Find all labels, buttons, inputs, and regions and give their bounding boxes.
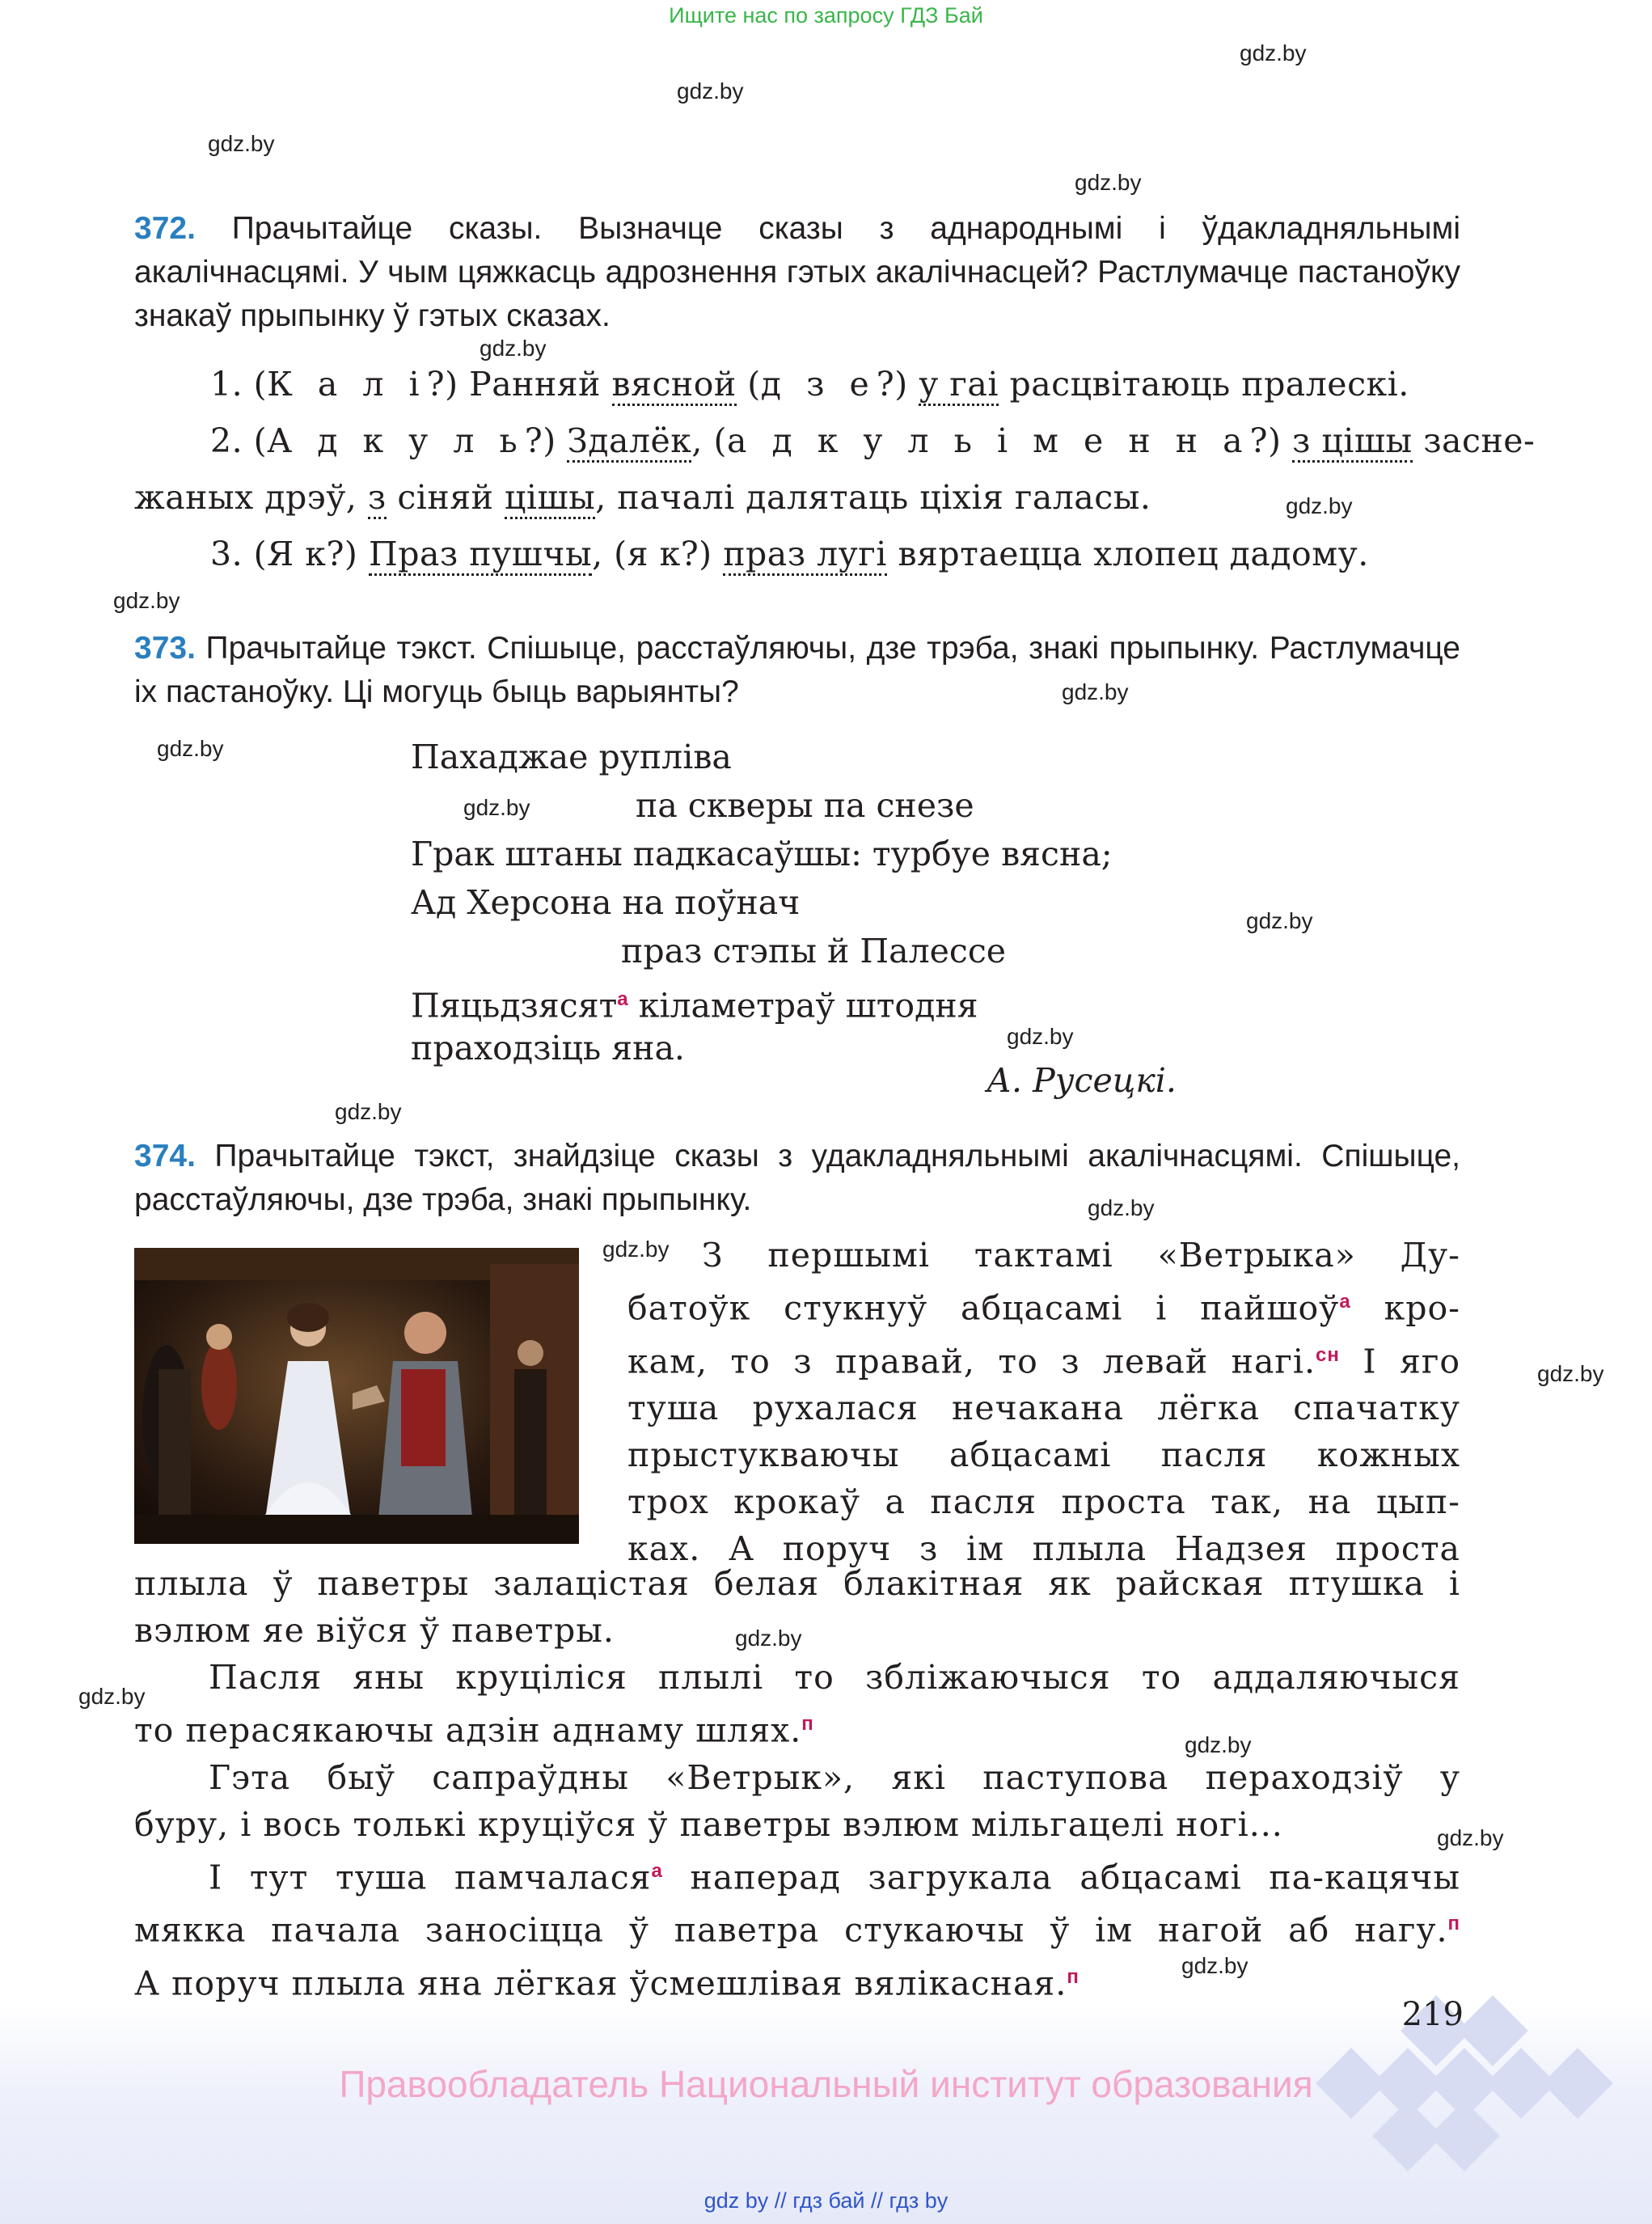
underlined-adverbial: у гаі — [919, 365, 999, 406]
watermark: gdz.by — [677, 78, 744, 104]
watermark: gdz.by — [735, 1626, 802, 1651]
underlined-adverbial: Здалёк — [567, 421, 691, 463]
watermark: gdz.by — [1062, 679, 1129, 704]
superscript-mark: п — [1447, 1913, 1460, 1935]
superscript-mark: а — [651, 1859, 663, 1882]
watermark: gdz.by — [1246, 908, 1313, 933]
poem-line: па скверы па снезе — [636, 786, 974, 825]
poem-line: Пахаджае рупліва — [411, 738, 732, 776]
poem-line: Грак штаны падкасаўшы: турбуе вясна; — [411, 835, 1113, 873]
superscript-mark: а — [1339, 1291, 1351, 1313]
underlined-adverbial: праз лугі — [723, 535, 887, 576]
task-number: 373. — [134, 631, 196, 666]
watermark: gdz.by — [1286, 493, 1353, 518]
sentence-2: 2. (А д к у л ь?) Здалёк, (а д к у л ь і м е н н а?) з цішы засне- — [210, 412, 1535, 469]
superscript-mark: п — [801, 1713, 814, 1735]
page-number: 219 — [1401, 1996, 1464, 2033]
watermark: gdz.by — [335, 1099, 402, 1124]
underlined-adverbial: Праз пушчы — [369, 535, 592, 576]
task-text: Прачытайце сказы. Вызначце сказы з аднароднымі і ўдакладняльнымі акалічнасцямі. У чым цяжкасць адрознення гэтых акалічнасцей? Растлумачце пастаноўку знакаў прыпынку ў гэтых сказах. — [134, 211, 1461, 333]
task-number: 372. — [134, 211, 196, 246]
watermark: gdz.by — [1007, 1024, 1074, 1049]
poem-line: праз стэпы й Палессе — [621, 932, 1007, 970]
theatre-scene-image — [134, 1248, 579, 1544]
sentence-2-line-2: жаных дрэў, з сіняй цішы, пачалі далятаць ціхія галасы. — [134, 469, 1151, 526]
poem-line: праходзіць яна. — [411, 1029, 685, 1068]
watermark: gdz.by — [1075, 170, 1142, 195]
superscript-mark: а — [617, 988, 628, 1010]
task-374-instructions — [134, 1135, 1460, 1222]
superscript-mark: сн — [1316, 1343, 1340, 1366]
task-372-instructions — [134, 207, 1460, 338]
superscript-mark: п — [1067, 1965, 1080, 1988]
sentence-1: 1. (К а л і?) Ранняй вясной (д з е?) у гаі расцвітаюць пралескі. — [210, 356, 1409, 412]
task-text: Прачытайце тэкст. Спішыце, расстаўляючы, дзе трэба, знакі прыпынку. Растлумачце іх пастаноўку. Ці могуць быць варыянты? — [134, 631, 1460, 709]
task-374-wrapped-text: З першымі тактамі «Ветрыка» Ду- батоўк стукнуў абцасамі і пайшоў$^а$ кро- кам, то з правай, то з левай нагі.$^{сн}$ І яго туша рухалася нечакана лёгка спачатку прыстукваючы абцасамі пасля кожных трох крокаў а пасля проста так, на цып- ках. А поруч з ім плыла Надзея проста — [627, 1236, 1460, 1569]
poem-line: Ад Херсона на поўнач — [411, 883, 801, 922]
top-banner: Ищите нас по запросу ГДЗ Бай — [669, 3, 983, 27]
watermark: gdz.by — [602, 1237, 670, 1262]
sentence-3: 3. (Я к?) Праз пушчы, (я к?) праз лугі вяртаецца хлопец дадому. — [210, 526, 1369, 582]
task-text: Прачытайце тэкст, знайдзіце сказы з удакладняльнымі акалічнасцямі. Спішыце, расстаўляючы, дзе трэба, знакі прыпынку. — [134, 1139, 1460, 1217]
watermark: gdz.by — [1240, 40, 1307, 66]
watermark: gdz.by — [1437, 1825, 1504, 1850]
watermark: gdz.by — [480, 336, 547, 361]
watermark: gdz.by — [1181, 1953, 1249, 1978]
task-number: 374. — [134, 1139, 196, 1173]
task-373-instructions — [134, 627, 1460, 714]
poem-line: Пяцьдзясят$^а$ кіламетраў штодня — [411, 986, 978, 1025]
watermark: gdz.by — [157, 736, 224, 761]
watermark: gdz.by — [1537, 1361, 1604, 1386]
watermark: gdz.by — [208, 131, 275, 156]
underlined-adverbial: з — [368, 478, 387, 519]
watermark: gdz.by — [78, 1684, 146, 1709]
watermark: gdz.by — [1185, 1732, 1252, 1757]
copyright-footer: Правообладатель Национальный институт образования — [339, 2063, 1313, 2105]
task-374-text: плыла ў паветры залацістая белая блакітная як райская птушка і вэлюм яе віўся ў паветры. Пасля яны круціліся плылі то збліжаючыся то аддаляючыся то перасякаючы адзін аднаму шлях.$^п$ Гэта быў сапраўдны «Ветрык», які паступова пераходзіў у буру, і вось толькі круціўся ў паветры вэлюм мільгацелі ногі... І тут туша памчалася$^а$ наперад загрукала абцасамі па-кацячы мякка пачала заносіцца ў паветра стукаючы ў ім нагой аб нагу.$^п$ А поруч плыла яна лёгкая ўсмешлівая вялікасная.$^п$ — [134, 1564, 1460, 2003]
underlined-adverbial: вясной — [612, 365, 737, 406]
theatre-photo — [134, 1248, 579, 1544]
watermark: gdz.by — [113, 588, 180, 613]
poem-author: А. Русецкі. — [987, 1061, 1177, 1100]
bottom-links: gdz by // гдз бай // гдз by — [703, 2188, 949, 2213]
underlined-adverbial: з цішы — [1292, 421, 1413, 463]
watermark: gdz.by — [1088, 1195, 1155, 1220]
watermark: gdz.by — [463, 795, 530, 820]
underlined-adverbial: цішы — [505, 478, 595, 519]
